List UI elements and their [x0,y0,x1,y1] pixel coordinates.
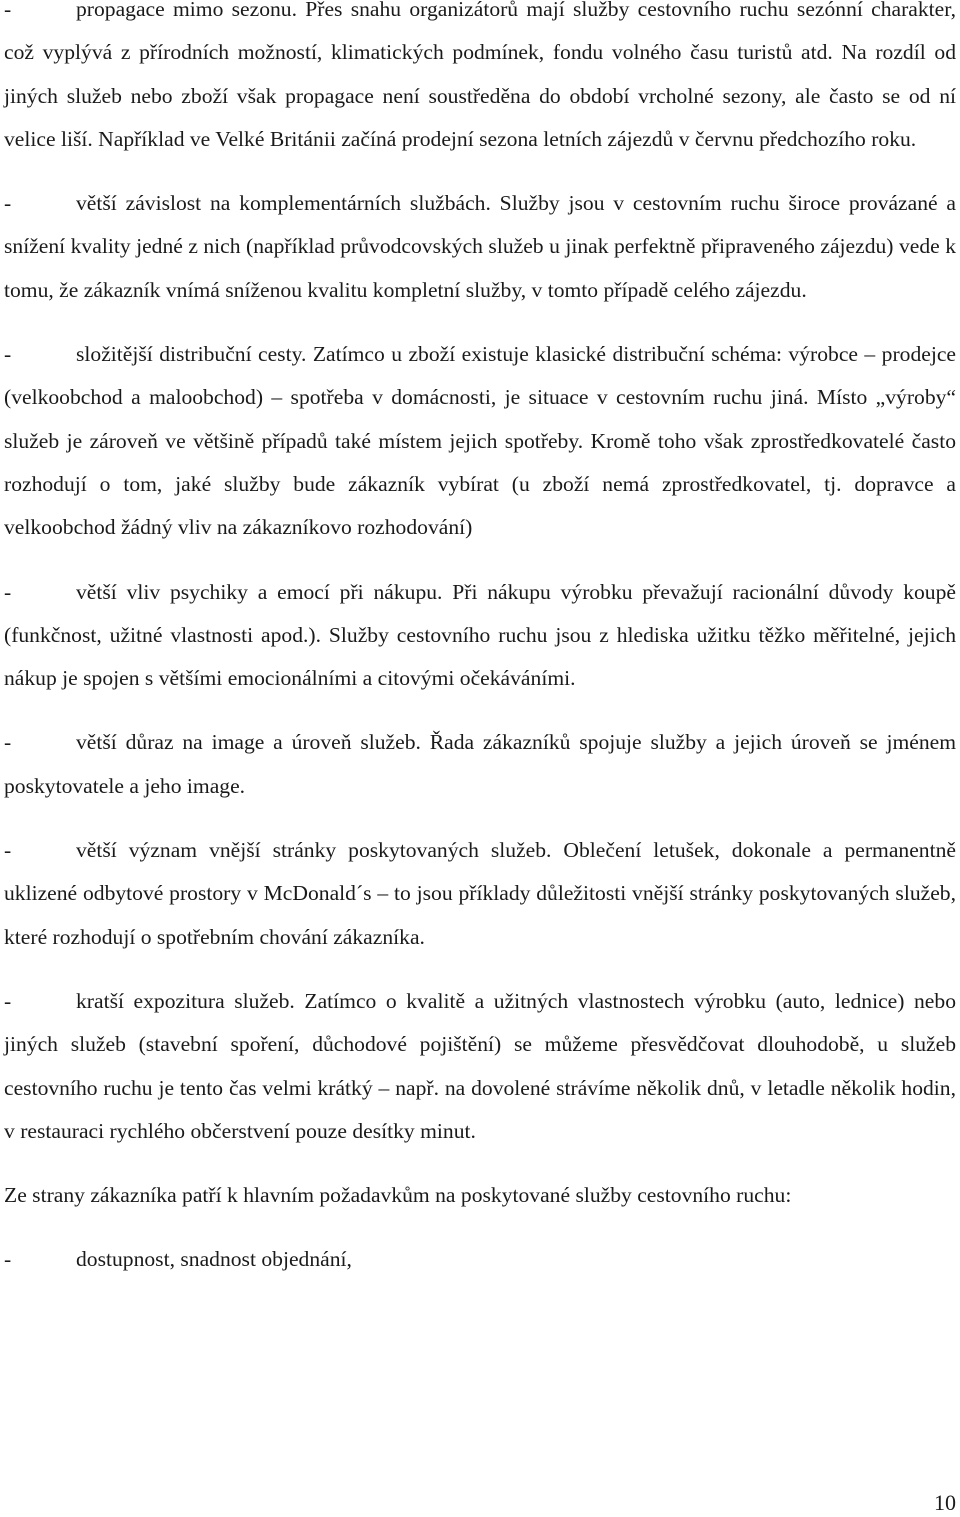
list-dash: - [4,342,12,367]
summary-sentence: Ze strany zákazníka patří k hlavním požadavkům na poskytované služby cestovního ruchu: [4,1183,792,1208]
paragraph-psychika [4,571,956,701]
list-dash: - [4,579,12,604]
list-dash: - [4,730,12,755]
paragraph-text: kratší expozitura služeb. Zatímco o kvalitě a užitných vlastnostech výrobku (auto, lednice) nebo jiných služeb (stavební spoření, důchodové pojištění) se můžeme přesvědčovat dlouhodobě, u služeb cestovního ruchu je tento čas velmi krátký – např. na dovolené strávíme několik dnů, v letadle několik hodin, v restauraci rychlého občerstvení pouze desítky minut. [4,988,956,1143]
list-dash: - [4,838,12,863]
list-dash: - [4,1247,12,1272]
paragraph-expozitura [4,980,956,1153]
paragraph-propagace [4,0,956,161]
document-page [4,0,956,1282]
paragraph-text: větší závislost na komplementárních službách. Služby jsou v cestovním ruchu široce provázané a snížení kvality jedné z nich (například průvodcovských služeb u jinak perfektně připraveného zájezdu) vede k tomu, že zákazník vnímá sníženou kvalitu kompletní služby, v tomto případě celého zájezdu. [4,191,956,302]
list-dash: - [4,988,12,1013]
paragraph-text: složitější distribuční cesty. Zatímco u zboží existuje klasické distribuční schéma: výrobce – prodejce (velkoobchod a maloobchod) – spotřeba v domácnosti, je situace v cestovním ruchu jiná. Místo „výroby“ služeb je zároveň ve většině případů také místem jejich spotřeby. Kromě toho však zprostředkovatelé často rozhodují o tom, jaké služby bude zákazník vybírat (u zboží nemá zprostředkovatel, tj. dopravce a velkoobchod žádný vliv na zákazníkovo rozhodování) [4,342,956,540]
paragraph-komplementarni [4,182,956,312]
paragraph-image [4,721,956,808]
list-dash: - [4,0,12,21]
paragraph-text: větší důraz na image a úroveň služeb. Řada zákazníků spojuje služby a jejich úroveň se jménem poskytovatele a jeho image. [4,730,956,798]
page-number: 10 [934,1490,956,1515]
paragraph-text: větší vliv psychiky a emocí při nákupu. Při nákupu výrobku převažují racionální důvody koupě (funkčnost, užitné vlastnosti apod.). Služby cestovního ruchu jsou z hlediska užitku těžko měřitelné, jejich nákup je spojen s většími emocionálními a citovými očekáváními. [4,579,956,691]
paragraph-dostupnost [4,1238,956,1281]
paragraph-distribuce [4,333,956,549]
paragraph-text: dostupnost, snadnost objednání, [76,1247,352,1272]
paragraph-vnejsi-stranka [4,829,956,959]
paragraph-text: propagace mimo sezonu. Přes snahu organizátorů mají služby cestovního ruchu sezónní charakter, což vyplývá z přírodních možností, klimatických podmínek, fondu volného času turistů atd. Na rozdíl od jiných služeb nebo zboží však propagace není soustředěna do období vrcholné sezony, ale často se od ní velice liší. Například ve Velké Británii začíná prodejní sezona letních zájezdů v červnu předchozího roku. [4,0,956,151]
list-dash: - [4,191,12,216]
paragraph-text: větší význam vnější stránky poskytovaných služeb. Oblečení letušek, dokonale a permanentně uklizené odbytové prostory v McDonald´s – to jsou příklady důležitosti vnější stránky poskytovaných služeb, které rozhodují o spotřebním chování zákazníka. [4,838,956,949]
